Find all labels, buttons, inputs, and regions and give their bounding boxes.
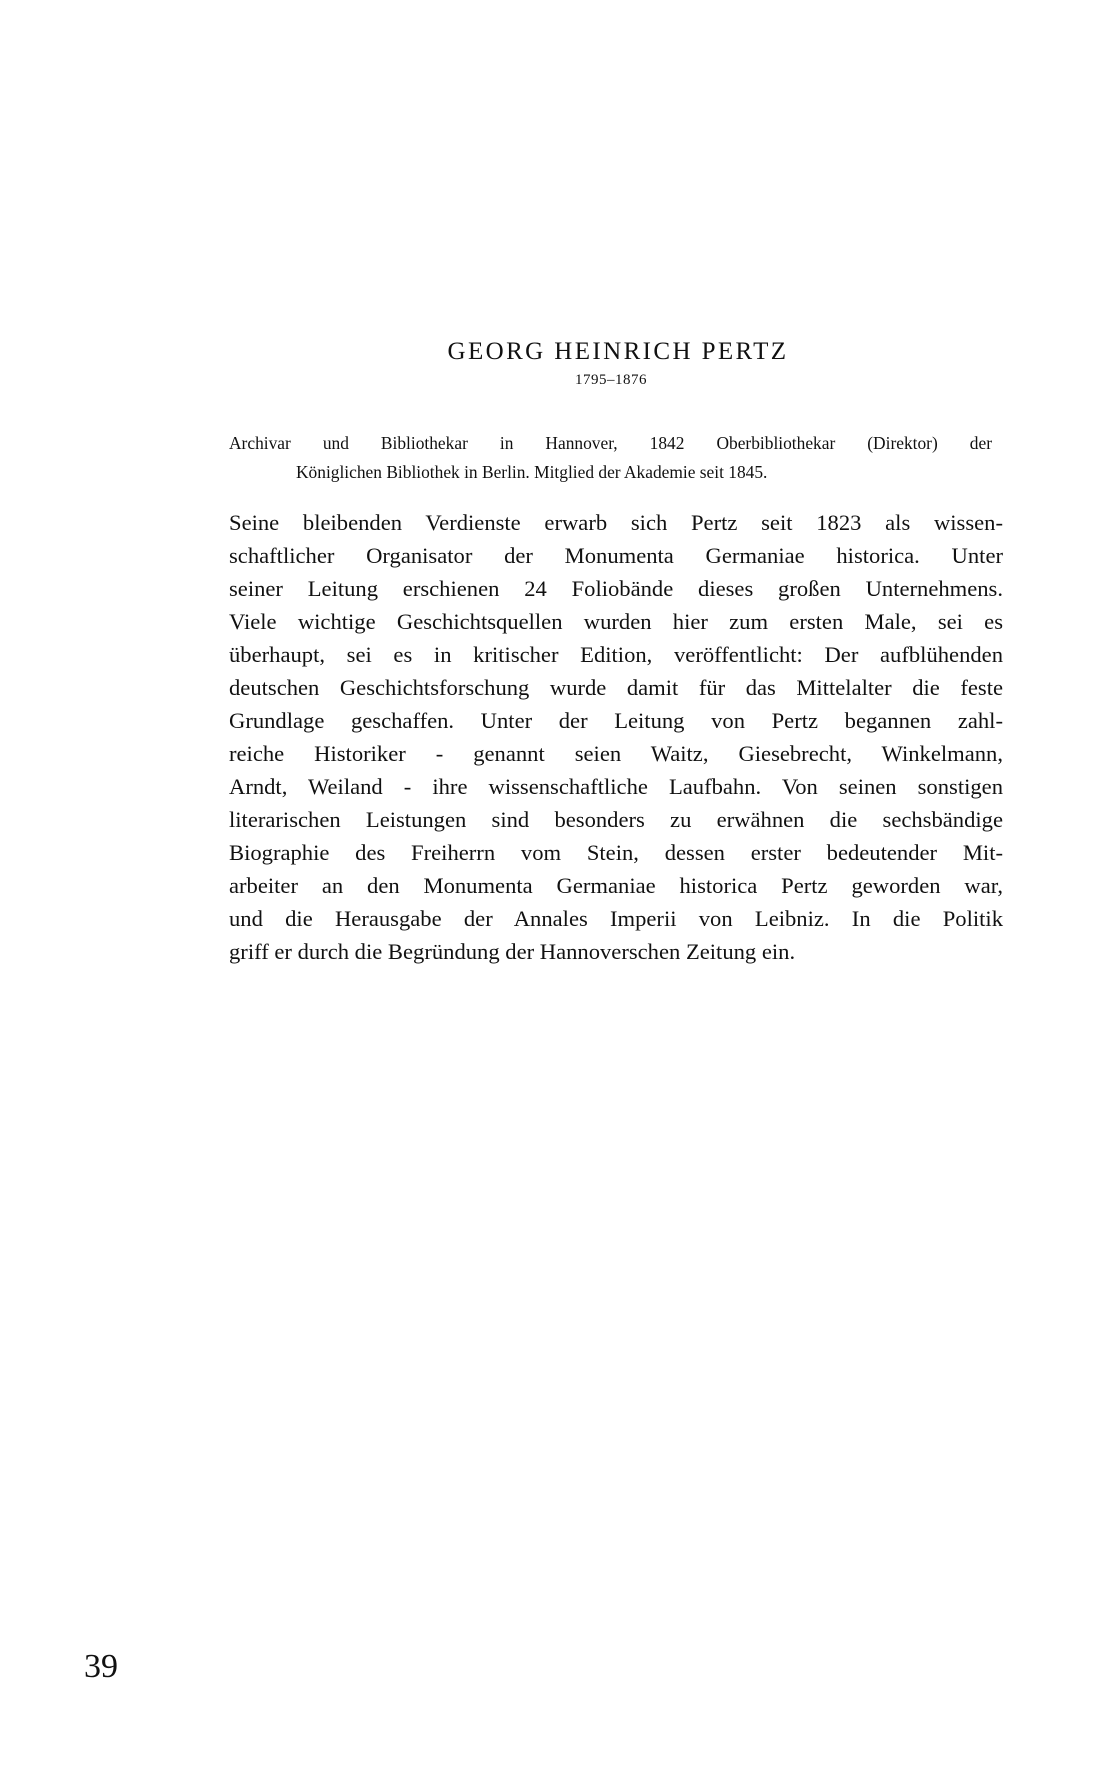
life-dates: 1795–1876 [575,372,647,388]
body-line: literarischen Leistungen sind besonders zu erwähnen die sechsbändige [229,807,1003,832]
body-line: deutschen Geschichtsforschung wurde damit für das Mittelalter die feste [229,675,1003,700]
body-line: Grundlage geschaffen. Unter der Leitung von Pertz begannen zahl- [229,708,1003,733]
body-line: arbeiter an den Monumenta Germaniae historica Pertz geworden war, [229,873,1003,898]
body-line: schaftlicher Organisator der Monumenta Germaniae historica. Unter [229,543,1003,568]
summary-line: Königlichen Bibliothek in Berlin. Mitglied der Akademie seit 1845. [296,462,768,482]
summary-line: Archivar und Bibliothekar in Hannover, 1842 Oberbibliothekar (Direktor) der [229,433,992,453]
body-paragraph [229,506,1003,968]
body-line: reiche Historiker - genannt seien Waitz, Giesebrecht, Winkelmann, [229,741,1003,766]
body-line: Seine bleibenden Verdienste erwarb sich Pertz seit 1823 als wissen- [229,510,1003,535]
body-line: seiner Leitung erschienen 24 Foliobände dieses großen Unternehmens. [229,576,1003,601]
page-number: 39 [84,1648,118,1685]
body-line: überhaupt, sei es in kritischer Edition, veröffentlicht: Der aufblühenden [229,642,1003,667]
body-line: und die Herausgabe der Annales Imperii von Leibniz. In die Politik [229,906,1003,931]
body-line: Viele wichtige Geschichtsquellen wurden hier zum ersten Male, sei es [229,609,1003,634]
body-line: Arndt, Weiland - ihre wissenschaftliche Laufbahn. Von seinen sonstigen [229,774,1003,799]
summary-paragraph [229,429,992,487]
body-line: Biographie des Freiherrn vom Stein, dessen erster bedeutender Mit- [229,840,1003,865]
page-title: GEORG HEINRICH PERTZ [447,338,789,365]
body-line: griff er durch die Begründung der Hannoverschen Zeitung ein. [229,939,796,964]
